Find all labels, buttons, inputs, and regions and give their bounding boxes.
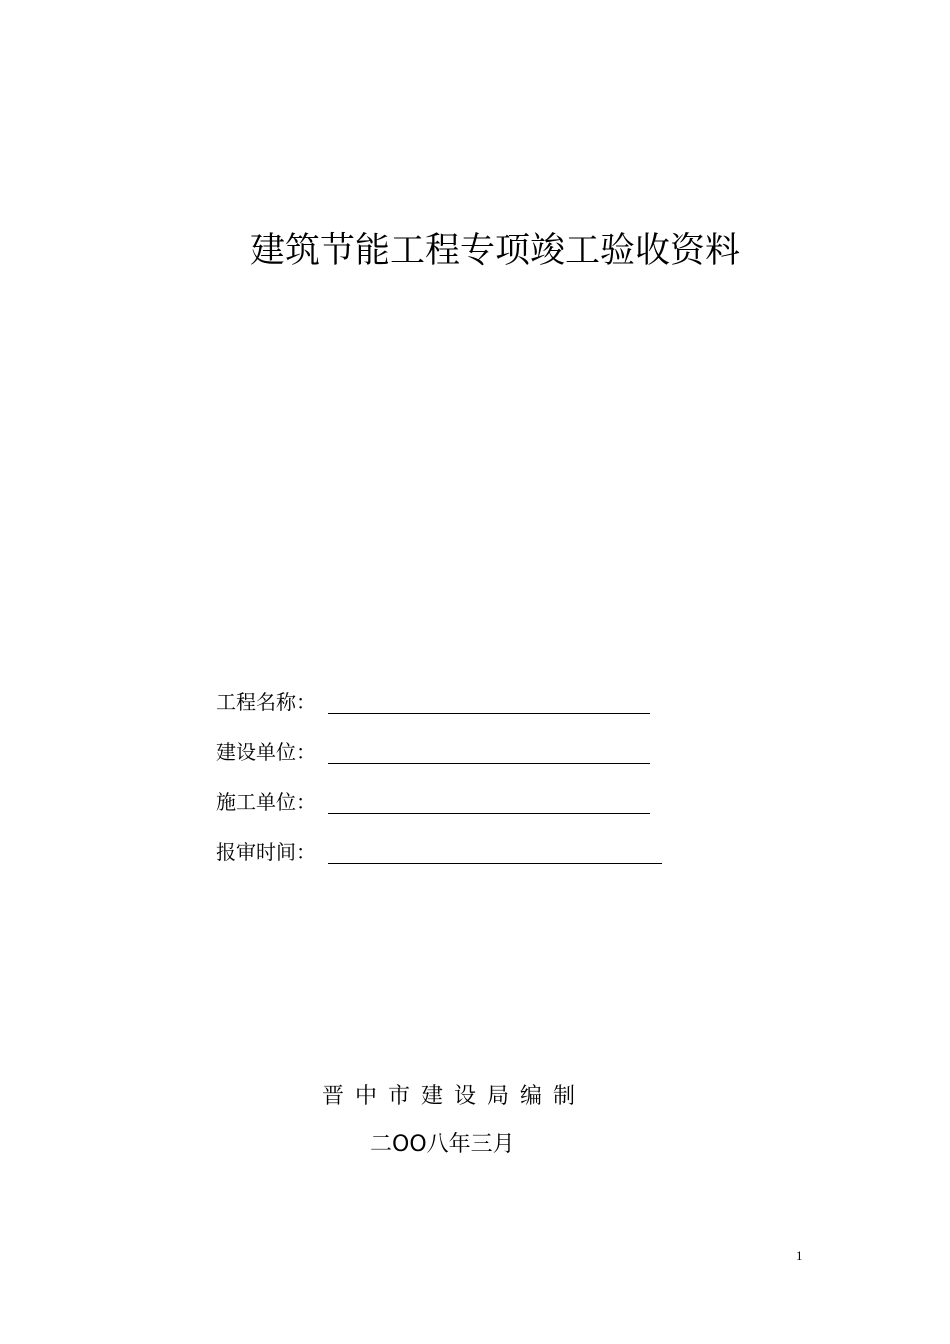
- submission-date-field: [216, 834, 662, 864]
- submission-date-blank: [328, 841, 662, 864]
- project-name-blank: [328, 691, 650, 714]
- document-title: 建筑节能工程专项竣工验收资料: [249, 231, 740, 271]
- project-name-field: [216, 684, 650, 714]
- contractor-field: [216, 784, 650, 814]
- project-name-label: 工程名称：: [216, 690, 316, 714]
- construction-owner-field: [216, 734, 650, 764]
- construction-owner-label: 建设单位：: [216, 740, 316, 764]
- issuer-line: 晋中市建设局编制: [322, 1084, 587, 1109]
- contractor-label: 施工单位：: [216, 790, 316, 814]
- issue-date: 二OO八年三月: [370, 1132, 515, 1157]
- page-number: 1: [796, 1248, 803, 1263]
- submission-date-label: 报审时间：: [216, 840, 316, 864]
- contractor-blank: [328, 791, 650, 814]
- construction-owner-blank: [328, 741, 650, 764]
